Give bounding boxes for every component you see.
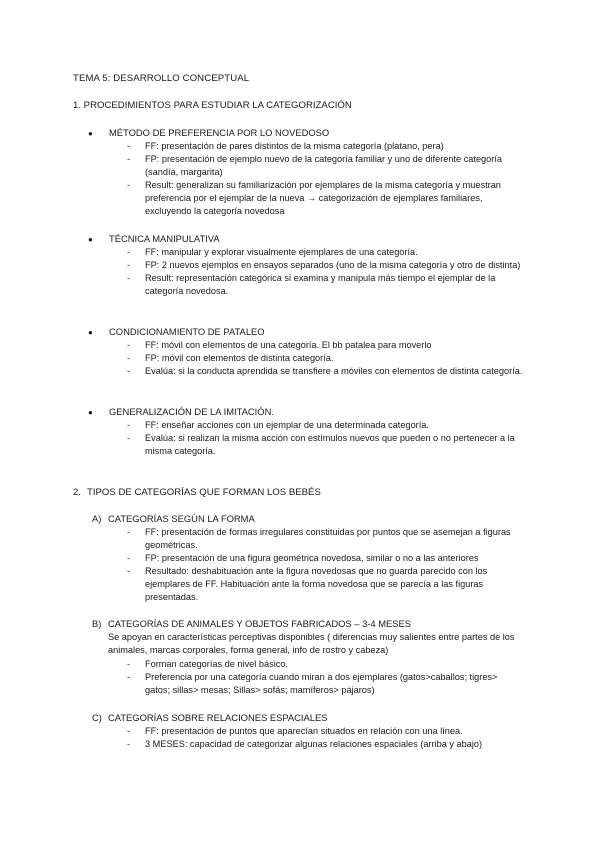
list-pataleo — [124, 339, 524, 378]
list-preferencia — [124, 140, 524, 218]
bullet-heading-pataleo: ● CONDICIONAMIENTO DE PATALEO — [88, 326, 265, 337]
list-item: - FP: 2 nuevos ejemplos en ensayos separados (uno de la misma categoría y otro de distinta) — [127, 260, 521, 270]
bullet-heading-preferencia: ● MÉTODO DE PREFERENCIA POR LO NOVEDOSO — [88, 127, 330, 138]
list-item: - FF: enseñar acciones con un ejemplar de una determinada categoría. — [127, 420, 429, 430]
list-item: - FP: presentación de una figura geométrica novedosa, similar o no a las anteriores — [127, 553, 479, 563]
bullet-dot-icon: ● — [88, 328, 93, 337]
section-2-heading: 2. TIPOS DE CATEGORÍAS QUE FORMAN LOS BEBÉS — [73, 487, 321, 498]
subsection-a-heading: A) CATEGORÍAS SEGÚN LA FORMA — [92, 513, 255, 524]
subsection-b-heading: B) CATEGORÍAS DE ANIMALES Y OBJETOS FABRICADOS – 3-4 MESES — [92, 618, 412, 629]
list-item: - Evalúa: si la conducta aprendida se transfiere a móviles con elementos de distinta categoría. — [127, 366, 523, 376]
document-title: TEMA 5: DESARROLLO CONCEPTUAL — [73, 73, 250, 84]
list-item: - FF: presentación de puntos que aparecían situados en relación con una línea. — [127, 726, 463, 736]
bullet-dot-icon: ● — [88, 408, 93, 417]
list-item: - FP: móvil con elementos de distinta categoría. — [127, 353, 334, 363]
list-item: - FF: presentación de pares distintos de la misma categoría (platano, pera) — [127, 141, 444, 151]
list-item: - Result: generalizan su familiarización por ejemplares de la misma categoría y muestran preferencia por el ejemplar de la nueva → categorización de ejemplares familiares, excluyendo la categoría novedosa — [127, 180, 501, 216]
list-item: - Result: representación categórica si examina y manipula más tiempo el ejemplar de la categoría novedosa. — [127, 273, 496, 296]
list-espaciales — [124, 725, 524, 751]
list-item: - Preferencia por una categoría cuando miran a dos ejemplares (gatos>caballos; tigres> gatos; sillas> mesas; Sillas> sofás; mamíferos> pájaros) — [127, 672, 498, 695]
bullet-heading-imitacion: ● GENERALIZACIÓN DE LA IMITACIÓN. — [88, 406, 274, 417]
list-forma — [124, 526, 524, 604]
list-item: - FP: presentación de ejemplo nuevo de la categoría familiar y uno de diferente categoría (sandía, margarita) — [127, 154, 502, 177]
subsection-b-paragraph: Se apoyan en características perceptivas disponibles ( diferencias muy salientes entre partes de los animales, marcas corporales, forma general, info de rostro y cabeza) — [108, 632, 515, 655]
list-item: - Evalúa: si realizan la misma acción con estímulos nuevos que pueden o no pertenecer a la misma categoría. — [127, 433, 515, 456]
list-item: - FF: móvil con elementos de una categoría. El bb patalea para moverlo — [127, 340, 432, 350]
bullet-heading-manipulativa: ● TÉCNICA MANIPULATIVA — [88, 233, 220, 244]
list-animales — [124, 658, 524, 697]
list-imitacion — [124, 419, 524, 458]
list-item: - Forman categorías de nivel básico. — [127, 659, 288, 669]
section-1-heading: 1. PROCEDIMIENTOS PARA ESTUDIAR LA CATEGORIZACIÓN — [73, 100, 352, 111]
list-item: - Resultado: deshabituación ante la figura novedosas que no guarda parecido con los ejemplares de FF. Habituación ante la forma novedosa que se parecía a las figuras presentadas. — [127, 566, 488, 602]
list-item: - FF: manipular y explorar visualmente ejemplares de una categoría. — [127, 247, 418, 257]
list-item: - FF: presentación de formas irregulares constituidas por puntos que se asemejan a figuras geométricas. — [127, 527, 511, 550]
subsection-c-heading: C) CATEGORÍAS SOBRE RELACIONES ESPACIALES — [92, 712, 328, 723]
bullet-dot-icon: ● — [88, 129, 93, 138]
list-manipulativa — [124, 246, 524, 298]
list-item: - 3 MESES: capacidad de categorizar algunas relaciones espaciales (arriba y abajo) — [127, 739, 483, 749]
bullet-dot-icon: ● — [88, 235, 93, 244]
